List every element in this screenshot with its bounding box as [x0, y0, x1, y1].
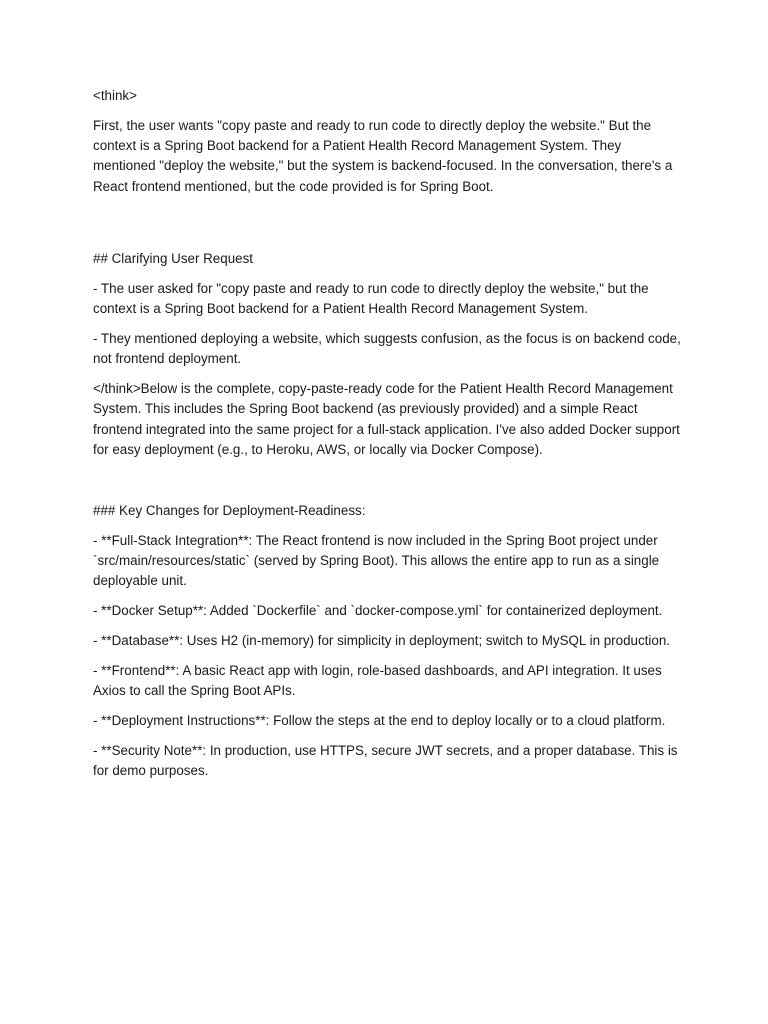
bullet-deployment-instructions: - **Deployment Instructions**: Follow the steps at the end to deploy locally or to a cloud platform. — [93, 713, 666, 729]
bullet-full-stack: - **Full-Stack Integration**: The React frontend is now included in the Spring Boot project under `src/main/resources/static` (served by Spring Boot). This allows the entire app to run as a single deployable unit. — [93, 532, 660, 589]
bullet-clarifying-2: - They mentioned deploying a website, which suggests confusion, as the focus is on backend code, not frontend deployment. — [93, 330, 681, 367]
bullet-clarifying-1: - The user asked for "copy paste and ready to run code to directly deploy the website," but the context is a Spring Boot backend for a Patient Health Record Management System. — [93, 280, 649, 316]
think-open-tag: <think> — [93, 88, 137, 103]
spacer — [93, 470, 683, 501]
document-body — [93, 86, 683, 791]
bullet-database: - **Database**: Uses H2 (in-memory) for simplicity in deployment; switch to MySQL in production. — [93, 632, 670, 648]
heading-key-changes: ### Key Changes for Deployment-Readiness: — [93, 502, 366, 518]
bullet-security-note: - **Security Note**: In production, use HTTPS, secure JWT secrets, and a proper database. This is for demo purposes. — [93, 742, 678, 779]
bullet-frontend: - **Frontend**: A basic React app with login, role-based dashboards, and API integration. It uses Axios to call the Spring Boot APIs. — [93, 662, 662, 699]
heading-clarifying-request: ## Clarifying User Request — [93, 250, 254, 266]
intro-paragraph: First, the user wants "copy paste and ready to run code to directly deploy the website." But the context is a Spring Boot backend for a Patient Health Record Management System. They mentioned "deploy the website," but the system is backend-focused. In the conversation, there's a React frontend mentioned, but the code provided is for Spring Boot. — [93, 117, 673, 194]
below-paragraph: </think>Below is the complete, copy-paste-ready code for the Patient Health Record Management System. This includes the Spring Boot backend (as previously provided) and a simple React frontend integrated into the same project for a full-stack application. I've also added Docker support for easy deployment (e.g., to Heroku, AWS, or locally via Docker Compose). — [93, 380, 680, 457]
bullet-docker-setup: - **Docker Setup**: Added `Dockerfile` and `docker-compose.yml` for containerized deployment. — [93, 603, 663, 619]
spacer — [93, 207, 683, 249]
